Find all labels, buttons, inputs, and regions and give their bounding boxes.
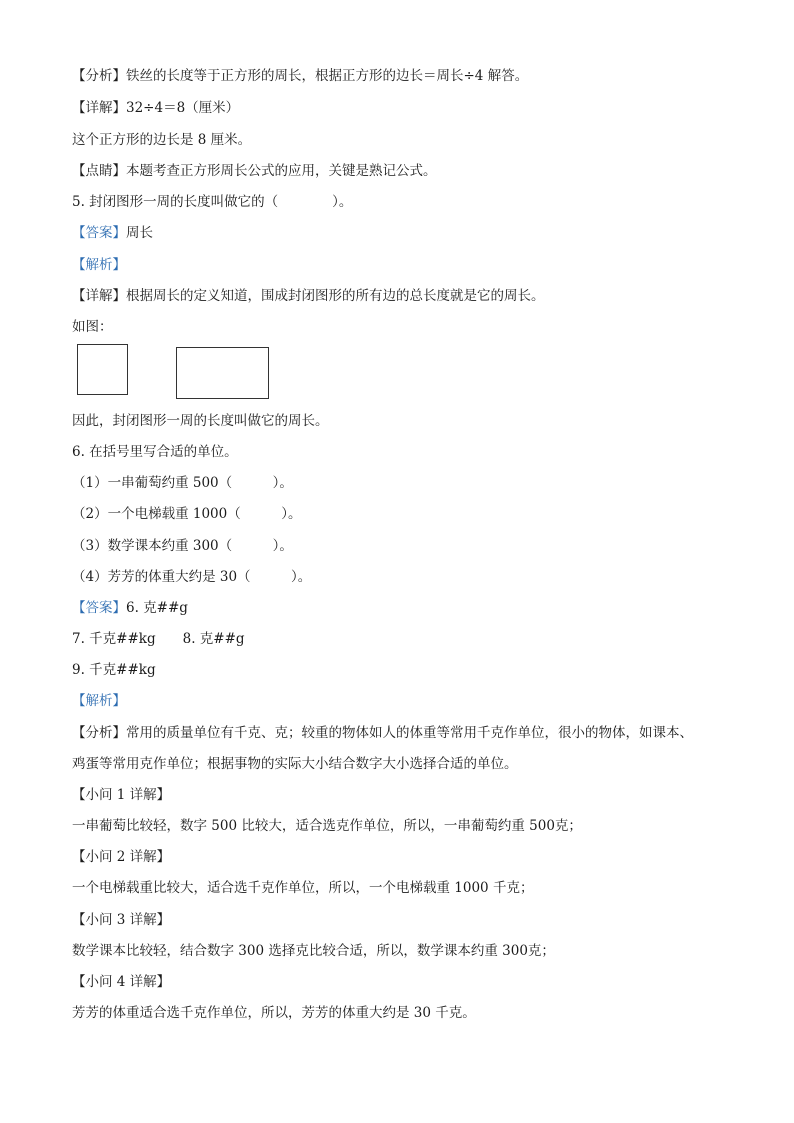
answer-9: 9. 千克##kg bbox=[72, 662, 156, 678]
subq-4-detail: 芳芳的体重适合选千克作单位，所以，芳芳的体重大约是 30 千克。 bbox=[72, 1005, 476, 1021]
analysis-6-line-1: 【分析】常用的质量单位有千克、克；较重的物体如人的体重等常用千克作单位，很小的物体，如课本、 bbox=[72, 725, 693, 741]
analysis-label-6: 【解析】 bbox=[72, 693, 126, 709]
question-6-1: （1）一串葡萄约重 500（ ）。 bbox=[72, 475, 293, 491]
line-comment-1: 【点睛】本题考查正方形周长公式的应用，关键是熟记公式。 bbox=[72, 163, 437, 179]
answer-5 bbox=[72, 224, 153, 242]
subq-1-detail: 一串葡萄比较轻，数字 500 比较大，适合选克作单位，所以，一串葡萄约重 500克； bbox=[72, 818, 582, 834]
conclusion-5: 因此，封闭图形一周的长度叫做它的周长。 bbox=[72, 413, 329, 429]
line-analysis-1: 【分析】铁丝的长度等于正方形的周长，根据正方形的边长＝周长÷4 解答。 bbox=[72, 68, 529, 84]
subq-3-heading: 【小问 3 详解】 bbox=[72, 912, 171, 928]
line-result-1: 这个正方形的边长是 8 厘米。 bbox=[72, 132, 252, 148]
question-6-4: （4）芳芳的体重大约是 30（ ）。 bbox=[72, 569, 312, 585]
subq-2-heading: 【小问 2 详解】 bbox=[72, 849, 171, 865]
figure-caption: 如图： bbox=[72, 319, 113, 335]
detail-5: 【详解】根据周长的定义知道，围成封闭图形的所有边的总长度就是它的周长。 bbox=[72, 288, 545, 304]
analysis-6-line-2: 鸡蛋等常用克作单位；根据事物的实际大小结合数字大小选择合适的单位。 bbox=[72, 756, 518, 772]
question-6-2: （2）一个电梯载重 1000（ ）。 bbox=[72, 506, 302, 522]
subq-3-detail: 数学课本比较轻，结合数字 300 选择克比较合适，所以，数学课本约重 300克； bbox=[72, 943, 555, 959]
answer-text: 6. 克##g bbox=[126, 600, 188, 616]
question-5: 5. 封闭图形一周的长度叫做它的（ ）。 bbox=[72, 194, 353, 210]
answer-6 bbox=[72, 599, 188, 617]
answer-text: 周长 bbox=[126, 225, 153, 241]
subq-4-heading: 【小问 4 详解】 bbox=[72, 974, 171, 990]
subq-1-heading: 【小问 1 详解】 bbox=[72, 787, 171, 803]
question-6-3: （3）数学课本约重 300（ ）。 bbox=[72, 538, 293, 554]
line-detail-1: 【详解】32÷4＝8（厘米） bbox=[72, 100, 240, 116]
square-figure bbox=[77, 344, 128, 395]
answer-label: 【答案】 bbox=[72, 225, 126, 241]
question-6: 6. 在括号里写合适的单位。 bbox=[72, 444, 238, 460]
rectangle-figure bbox=[176, 347, 269, 399]
answer-label: 【答案】 bbox=[72, 600, 126, 616]
analysis-label-5: 【解析】 bbox=[72, 257, 126, 273]
answer-7-8: 7. 千克##kg 8. 克##g bbox=[72, 631, 245, 647]
subq-2-detail: 一个电梯载重比较大，适合选千克作单位，所以，一个电梯载重 1000 千克； bbox=[72, 880, 534, 896]
